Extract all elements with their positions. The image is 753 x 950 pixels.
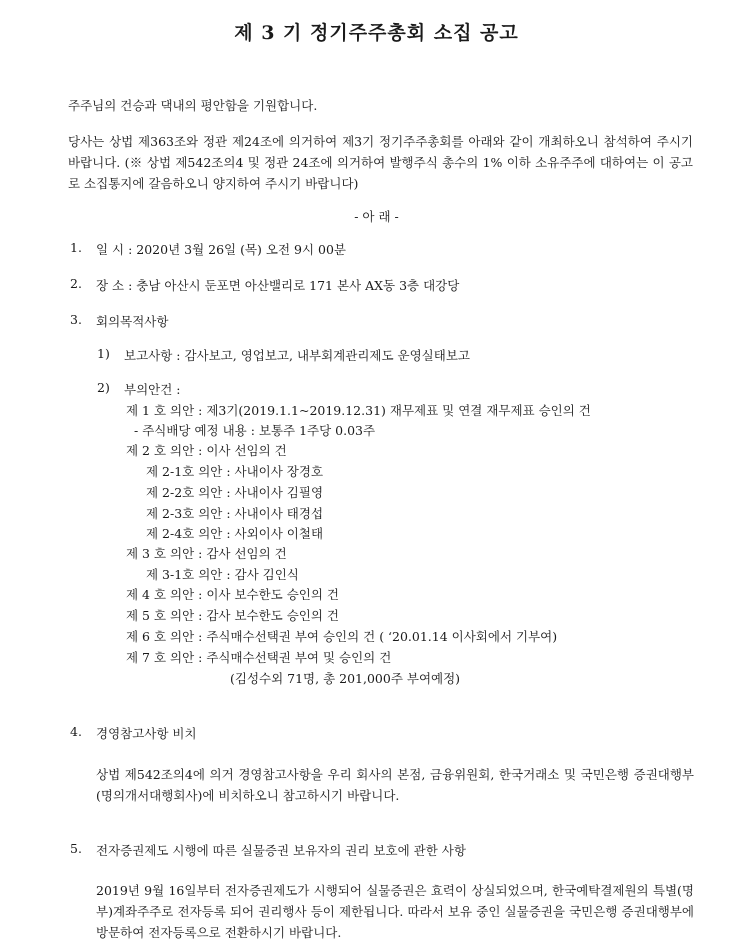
item-number: 4. [70,724,82,739]
resolution-2-1: 제 2-1호 의안 : 사내이사 장경호 [146,464,324,479]
agenda-heading: 회의목적사항 [96,314,169,329]
item-number: 3. [70,312,82,327]
esecurities-heading: 전자증권제도 시행에 따른 실물증권 보유자의 권리 보호에 관한 사항 [96,843,466,858]
page-title: 제 3 기 정기주주총회 소집 공고 [234,22,519,44]
resolution-2-3: 제 2-3호 의안 : 사내이사 태경섭 [146,506,324,521]
resolution-2-4: 제 2-4호 의안 : 사외이사 이철태 [146,526,324,541]
resolution-4: 제 4 호 의안 : 이사 보수한도 승인의 건 [126,587,340,602]
reference-paragraph: 상법 제542조의4에 의거 경영참고사항을 우리 회사의 본점, 금융위원회, 한국거래소 및 국민은행 증권대행부(명의개서대행회사)에 비치하오니 참고하시기 바랍니다. [96,767,694,803]
resolution-2-2: 제 2-2호 의안 : 사내이사 김필영 [146,485,324,500]
resolution-3: 제 3 호 의안 : 감사 선임의 건 [126,546,287,561]
resolution-1-detail: - 주식배당 예정 내용 : 보통주 1주당 0.03주 [134,423,376,438]
meeting-date: 일 시 : 2020년 3월 26일 (목) 오전 9시 00분 [96,242,347,257]
divider-text: - 아 래 - [354,209,399,224]
resolution-7-detail: (김성수외 71명, 총 201,000주 부여예정) [230,671,461,686]
resolution-2: 제 2 호 의안 : 이사 선임의 건 [126,443,287,458]
resolution-3-1: 제 3-1호 의안 : 감사 김인식 [146,567,299,582]
esecurities-paragraph: 2019년 9월 16일부터 전자증권제도가 시행되어 실물증권은 효력이 상실되었으며, 한국예탁결제원의 특별(명부)계좌주주로 전자등록 되어 권리행사 등이 제한됩니다. 따라서 보유 중인 실물증권을 국민은행 증권대행부에 방문하여 전자등록으로 전환하시기 바랍니다. [96,883,694,940]
greeting-text: 주주님의 건승과 댁내의 평안함을 기원합니다. [68,98,318,113]
reference-heading: 경영참고사항 비치 [96,726,197,741]
sub-number: 2) [97,380,110,395]
resolution-7: 제 7 호 의안 : 주식매수선택권 부여 및 승인의 건 [126,650,392,665]
report-items: 보고사항 : 감사보고, 영업보고, 내부회계관리제도 운영실태보고 [124,348,470,363]
resolution-5: 제 5 호 의안 : 감사 보수한도 승인의 건 [126,608,340,623]
resolution-6: 제 6 호 의안 : 주식매수선택권 부여 승인의 건 ( ‘20.01.14 이사회에서 기부여) [126,629,558,644]
item-number: 2. [70,276,82,291]
item-number: 1. [70,240,82,255]
meeting-place: 장 소 : 충남 아산시 둔포면 아산밸리로 171 본사 AX동 3층 대강당 [96,278,460,293]
resolution-heading: 부의안건 : [124,382,181,397]
sub-number: 1) [97,346,110,361]
item-number: 5. [70,841,82,856]
intro-paragraph: 당사는 상법 제363조와 정관 제24조에 의거하여 제3기 정기주주총회를 아래와 같이 개최하오니 참석하여 주시기 바랍니다. (※ 상법 제542조의4 및 정관 24조에 의거하여 발행주식 총수의 1% 이하 소유주주에 대하여는 이 공고로 소집통지에 갈음하오니 양지하여 주시기 바랍니다) [68,134,693,191]
resolution-1: 제 1 호 의안 : 제3기(2019.1.1~2019.12.31) 재무제표 및 연결 재무제표 승인의 건 [126,403,591,418]
